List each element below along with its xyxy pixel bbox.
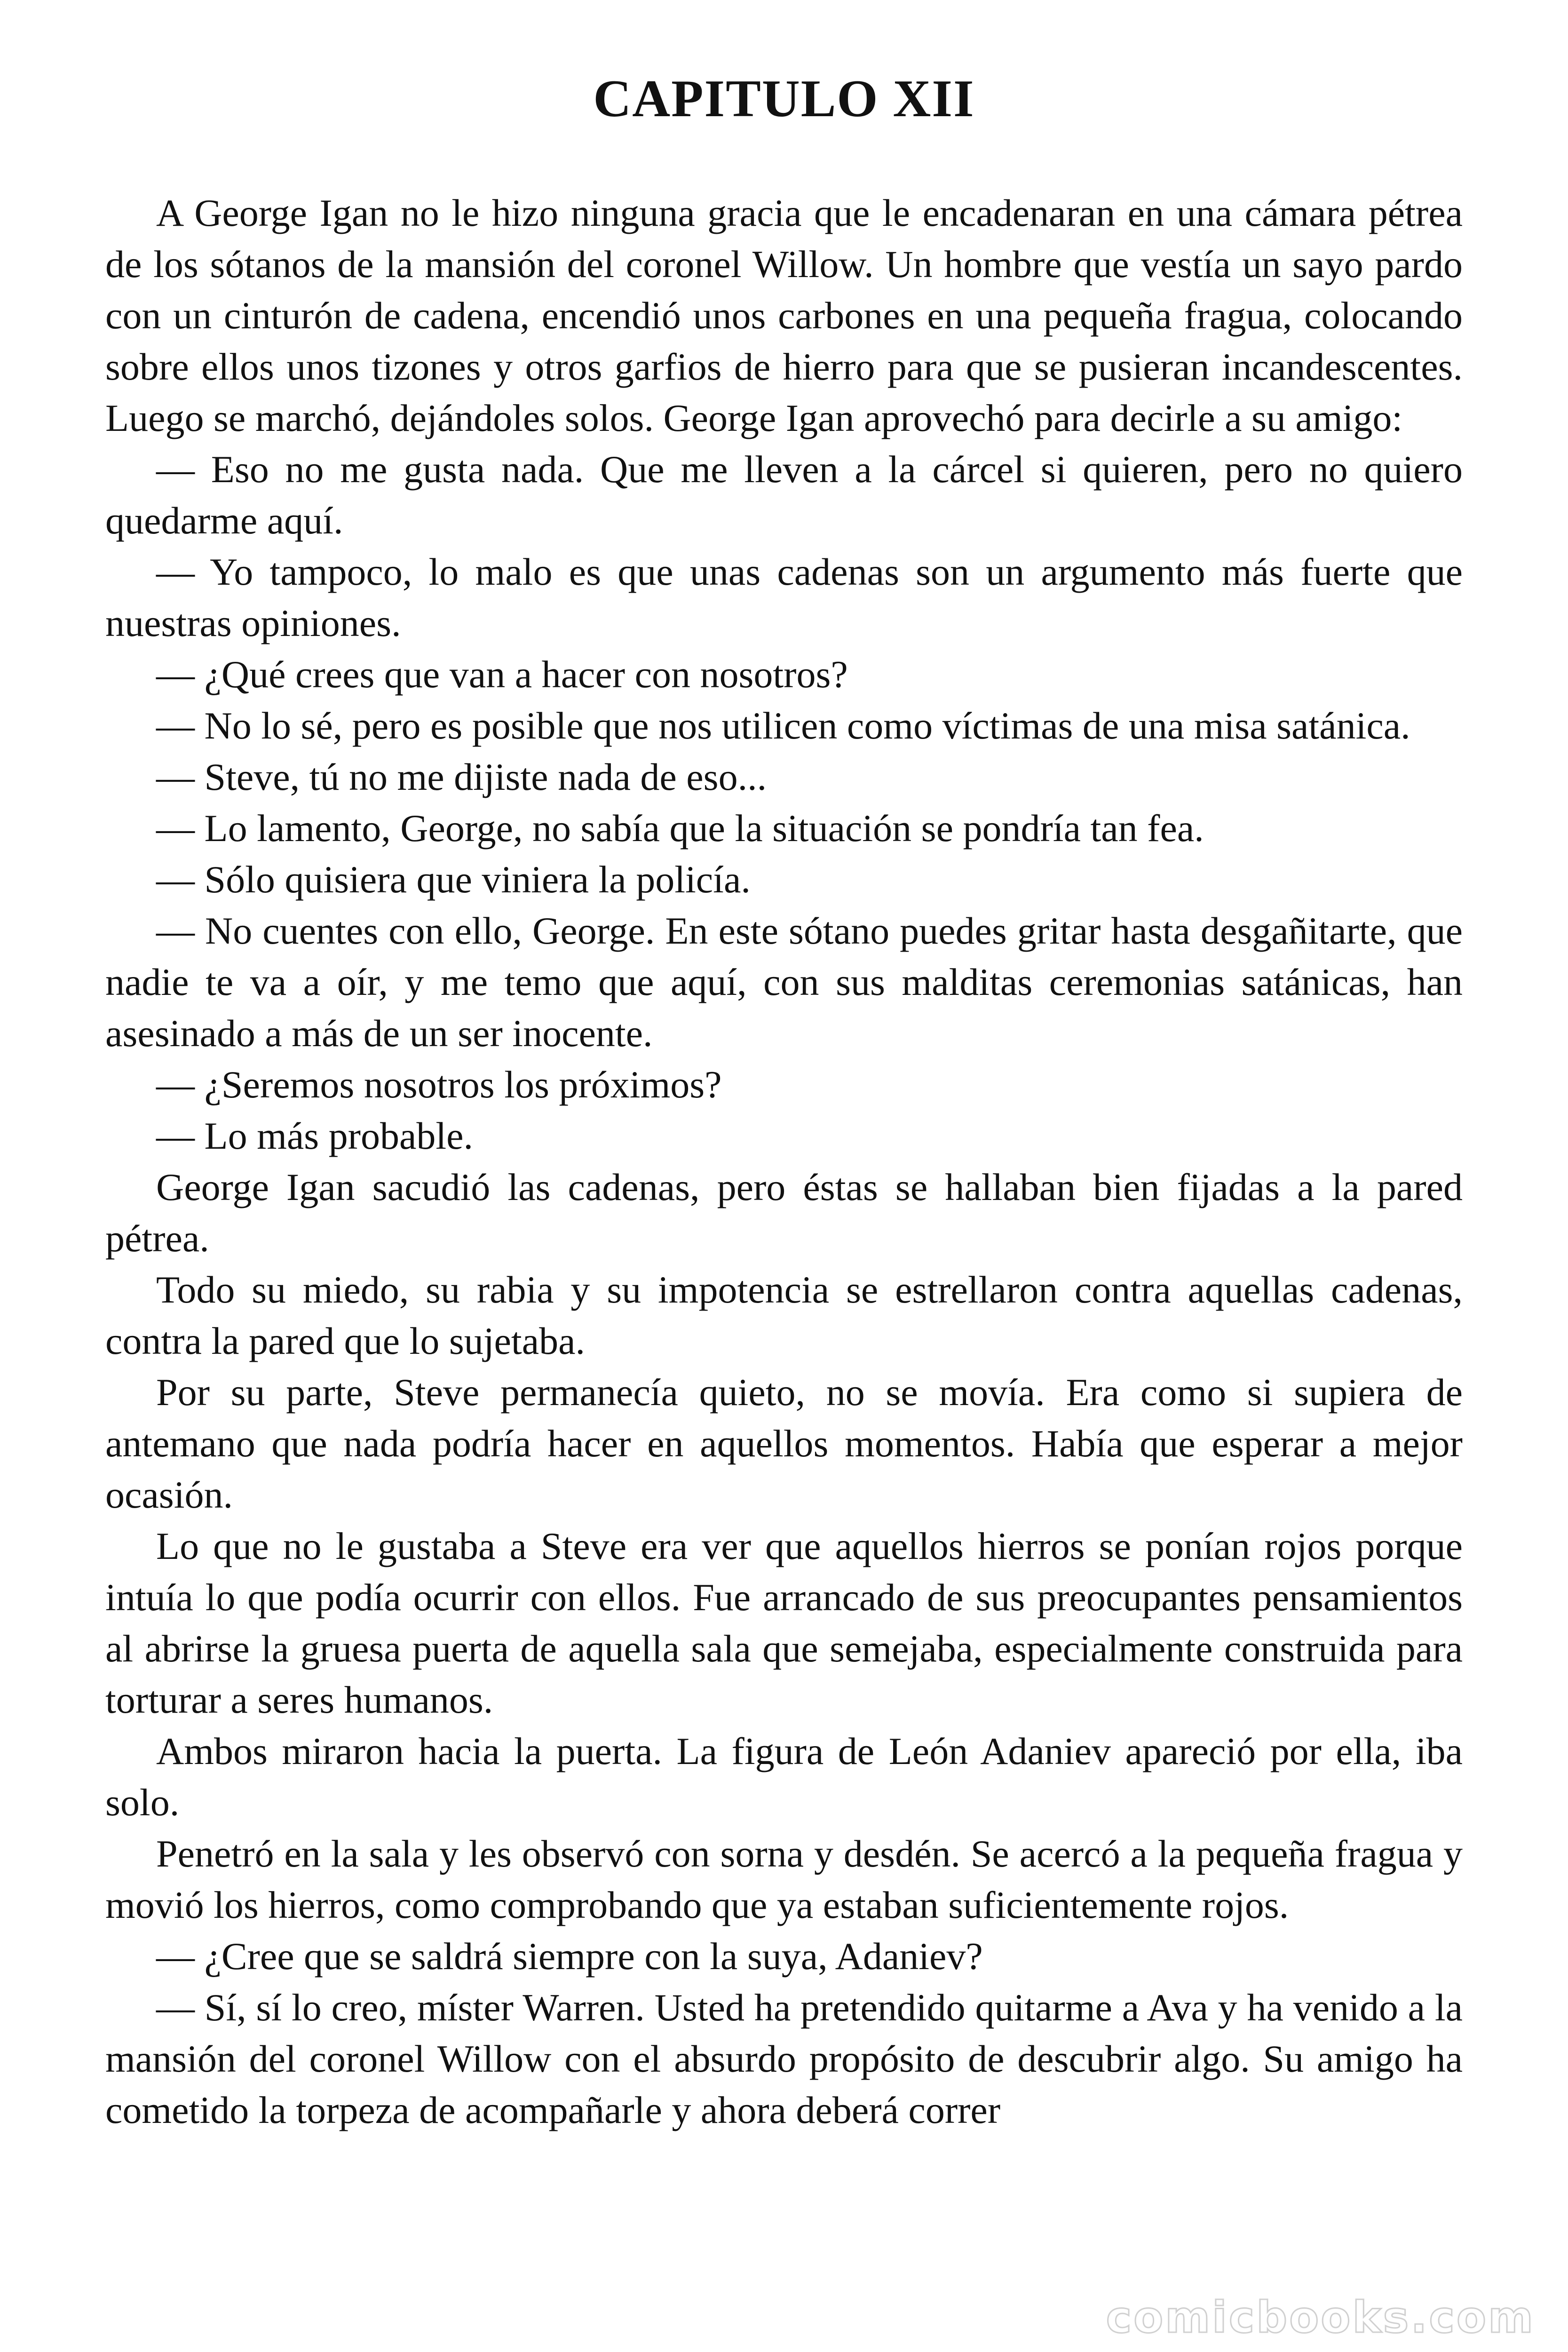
paragraph: Todo su miedo, su rabia y su impotencia se estrellaron contra aquellas cadenas, contra la pared que lo sujetaba. [105,1268,1463,1362]
paragraph: — Sólo quisiera que viniera la policía. [156,858,751,901]
paragraph: — Lo lamento, George, no sabía que la situación se pondría tan fea. [156,807,1204,850]
paragraph: — No cuentes con ello, George. En este sótano puedes gritar hasta desgañitarte, que nadie te va a oír, y me temo que aquí, con sus malditas ceremonias satánicas, han asesinado a más de un ser inocente. [105,909,1463,1055]
body-text [105,187,1463,2136]
paragraph: Ambos miraron hacia la puerta. La figura de León Adaniev apareció por ella, iba solo. [105,1730,1463,1824]
paragraph: — No lo sé, pero es posible que nos utilicen como víctimas de una misa satánica. [156,704,1410,747]
paragraph: A George Igan no le hizo ninguna gracia que le encadenaran en una cámara pétrea de los sótanos de la mansión del coronel Willow. Un hombre que vestía un sayo pardo con un cinturón de cadena, encendió unos carbones en una pequeña fragua, colocando sobre ellos unos tizones y otros garfios de hierro para que se pusieran incandescentes. Luego se marchó, dejándoles solos. George Igan aprovechó para decirle a su amigo: [105,191,1463,439]
watermark: comicbooks.com [1106,2292,1535,2343]
chapter-title: CAPITULO XII [593,70,975,128]
paragraph: George Igan sacudió las cadenas, pero éstas se hallaban bien fijadas a la pared pétrea. [105,1166,1463,1260]
paragraph: — Yo tampoco, lo malo es que unas cadenas son un argumento más fuerte que nuestras opiniones. [105,550,1463,644]
paragraph: — ¿Cree que se saldrá siempre con la suya, Adaniev? [156,1935,983,1978]
paragraph: — Lo más probable. [156,1114,474,1157]
paragraph: — Eso no me gusta nada. Que me lleven a la cárcel si quieren, pero no quiero quedarme aquí. [105,448,1463,542]
paragraph: Penetró en la sala y les observó con sorna y desdén. Se acercó a la pequeña fragua y movió los hierros, como comprobando que ya estaban suficientemente rojos. [105,1832,1463,1926]
paragraph: — ¿Seremos nosotros los próximos? [156,1063,722,1106]
paragraph: Por su parte, Steve permanecía quieto, no se movía. Era como si supiera de antemano que nada podría hacer en aquellos momentos. Había que esperar a mejor ocasión. [105,1371,1463,1516]
paragraph: Lo que no le gustaba a Steve era ver que aquellos hierros se ponían rojos porque intuía lo que podía ocurrir con ellos. Fue arrancado de sus preocupantes pensamientos al abrirse la gruesa puerta de aquella sala que semejaba, especialmente construida para torturar a seres humanos. [105,1525,1463,1721]
paragraph: — Steve, tú no me dijiste nada de eso... [156,755,767,798]
paragraph: — Sí, sí lo creo, míster Warren. Usted ha pretendido quitarme a Ava y ha venido a la mansión del coronel Willow con el absurdo propósito de descubrir algo. Su amigo ha cometido la torpeza de acompañarle y ahora deberá correr [105,1986,1463,2131]
paragraph: — ¿Qué crees que van a hacer con nosotros? [156,653,848,696]
